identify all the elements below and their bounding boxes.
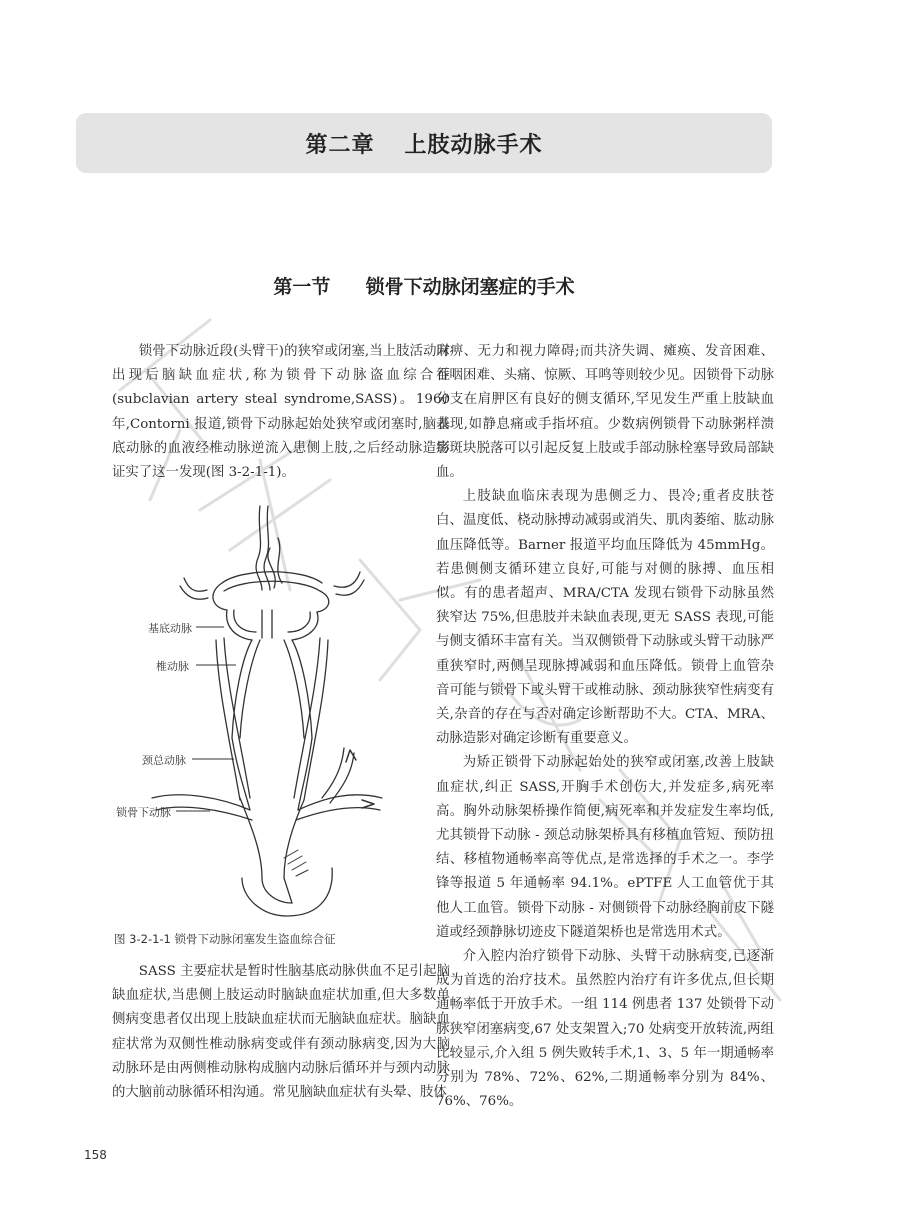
section-title <box>0 272 848 299</box>
left-column-top <box>112 340 450 485</box>
label-common-carotid-artery: 颈总动脉 <box>142 754 186 767</box>
paragraph: 为矫正锁骨下动脉起始处的狭窄或闭塞,改善上肢缺血症状,纠正 SASS,开胸手术创伤大,并发症多,病死率高。胸外动脉架桥操作简便,病死率和并发症发生率均低,尤其锁骨下动脉 - 颈总动脉架桥具有移植血管短、预防扭结、移植物通畅率高等优点,是常选择的手术之一。李学锋等报道 5 年通畅率 94.1%。ePTFE 人工血管优于其他人工血管。锁骨下动脉 - 对侧锁骨下动脉经胸前皮下隧道或经颈静脉切迹皮下隧道架桥也是常选用术式。 <box>436 755 774 940</box>
paragraph: 介入腔内治疗锁骨下动脉、头臂干动脉病变,已逐渐成为首选的治疗技术。虽然腔内治疗有许多优点,但长期通畅率低于开放手术。一组 114 例患者 137 处锁骨下动脉狭窄闭塞病变,67 处支架置入;70 处病变开放转流,两组比较显示,介入组 5 例失败转手术,1、3、5 年一期通畅率分别为 78%、72%、62%,二期通畅率分别为 84%、76%、76%。 <box>436 949 774 1110</box>
label-vertebral-artery: 椎动脉 <box>156 660 189 673</box>
label-subclavian-artery: 锁骨下动脉 <box>116 806 171 819</box>
paragraph: SASS 主要症状是暂时性脑基底动脉供血不足引起脑缺血症状,当患侧上肢运动时脑缺血症状加重,但大多数单侧病变患者仅出现上肢缺血症状而无脑缺血症状。脑缺血症状常为双侧性椎动脉病变或伴有颈动脉病变,因为大脑动脉环是由两侧椎动脉构成脑内动脉后循环并与颈内动脉的大脑前动脉循环相沟通。常见脑缺血症状有头晕、肢体 <box>112 964 450 1101</box>
figure <box>112 498 450 928</box>
label-basilar-artery: 基底动脉 <box>148 622 192 635</box>
artery-illustration <box>112 498 450 928</box>
chapter-banner <box>76 113 772 173</box>
page-number: 158 <box>84 1148 107 1162</box>
paragraph: 上肢缺血临床表现为患侧乏力、畏冷;重者皮肤苍白、温度低、桡动脉搏动减弱或消失、肌肉萎缩、肱动脉血压降低等。Barner 报道平均血压降低为 45mmHg。若患侧侧支循环建立良好,可能与对侧的脉搏、血压相似。有的患者超声、MRA/CTA 发现右锁骨下动脉虽然狭窄达 75%,但患肢并未缺血表现,更无 SASS 表现,可能与侧支循环丰富有关。当双侧锁骨下动脉或头臂干动脉严重狭窄时,两侧呈现脉搏减弱和血压降低。锁骨上血管杂音可能与锁骨下或头臂干或椎动脉、颈动脉狭窄性病变有关,杂音的存在与否对确定诊断帮助不大。CTA、MRA、动脉造影对确定诊断有重要意义。 <box>436 489 774 747</box>
paragraph: 锁骨下动脉近段(头臂干)的狭窄或闭塞,当上肢活动时出现后脑缺血症状,称为锁骨下动脉盗血综合征(subclavian artery steal syndrome,SASS)。1960年,Contorni 报道,锁骨下动脉起始处狭窄或闭塞时,脑基底动脉的血液经椎动脉逆流入患侧上肢,之后经动脉造影证实了这一发现(图 3-2-1-1)。 <box>112 344 450 481</box>
section-number: 第一节 <box>273 276 331 298</box>
section-heading: 锁骨下动脉闭塞症的手术 <box>365 276 575 298</box>
left-column-bottom <box>112 960 450 1105</box>
paragraph: 麻痹、无力和视力障碍;而共济失调、瘫痪、发音困难、吞咽困难、头痛、惊厥、耳鸣等则较少见。因锁骨下动脉分支在肩胛区有良好的侧支循环,罕见发生严重上肢缺血表现,如静息痛或手指坏疽。少数病例锁骨下动脉粥样溃疡斑块脱落可以引起反复上肢或手部动脉栓塞导致局部缺血。 <box>436 344 774 481</box>
chapter-number: 第二章 <box>305 132 375 158</box>
chapter-title: 上肢动脉手术 <box>404 132 543 158</box>
right-column <box>436 340 774 1115</box>
figure-caption: 图 3-2-1-1 锁骨下动脉闭塞发生盗血综合征 <box>114 932 336 946</box>
